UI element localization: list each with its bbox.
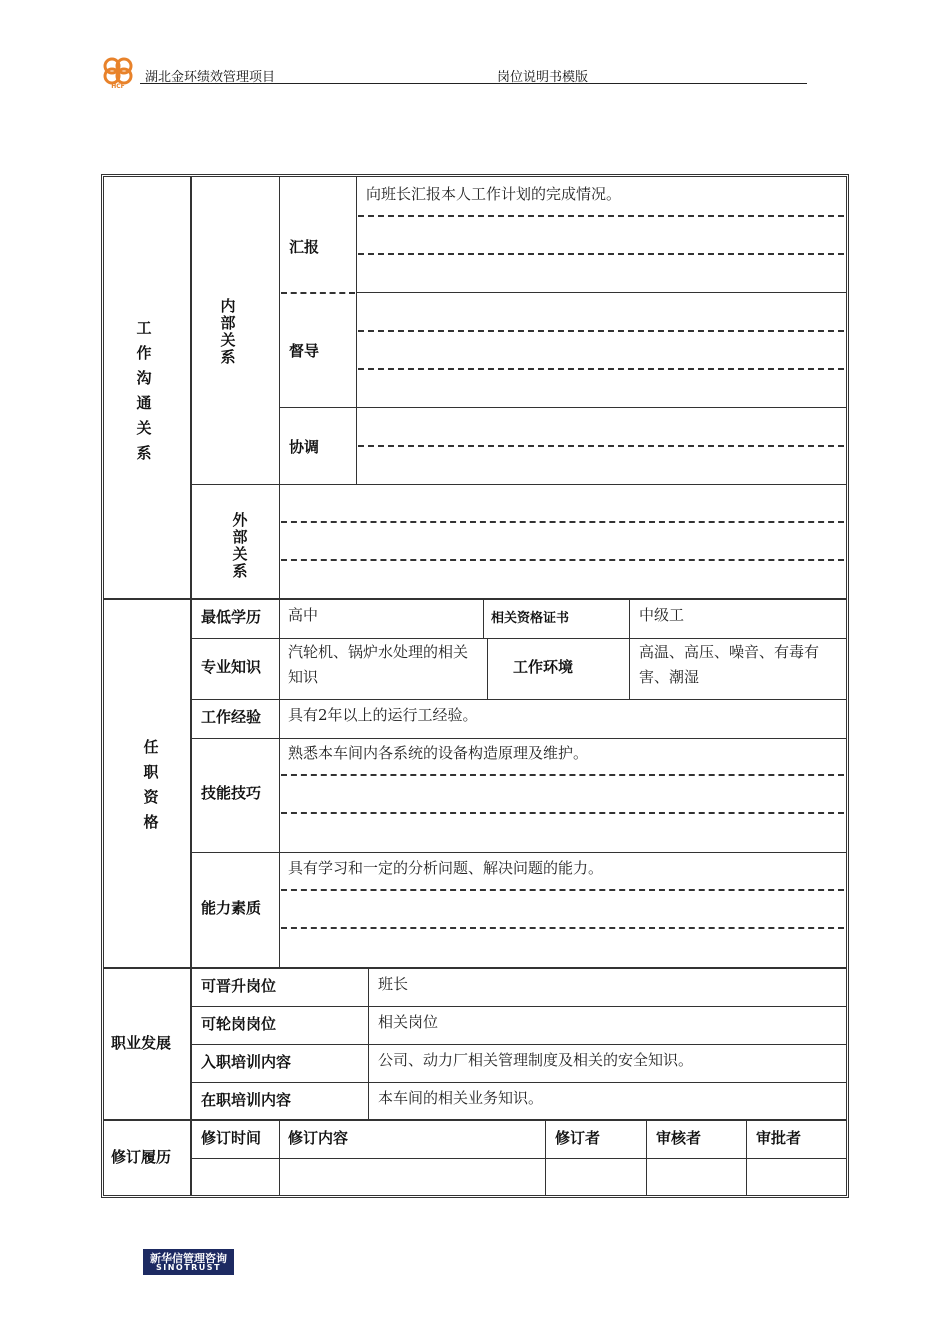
external-relations-label: 外 部 关 系 xyxy=(232,511,248,580)
coordinate-label: 协调 xyxy=(289,438,320,456)
dash-line xyxy=(281,812,844,814)
divider xyxy=(191,699,846,700)
header-project: 湖北金环绩效管理项目 xyxy=(145,70,276,85)
col-checker: 审核者 xyxy=(656,1129,702,1147)
environment-value: 高温、高压、噪音、有毒有害、潮湿 xyxy=(639,643,820,686)
col-divider-left xyxy=(190,177,192,1195)
rotate-label: 可轮岗岗位 xyxy=(201,1015,277,1033)
dash-line xyxy=(358,253,844,255)
education-value: 高中 xyxy=(288,606,319,624)
divider xyxy=(191,1006,846,1007)
divider xyxy=(279,177,280,598)
divider xyxy=(279,600,280,967)
section-label-communication: 工 作 沟 通 关 系 xyxy=(136,319,152,462)
col-approver: 审批者 xyxy=(756,1129,802,1147)
ability-label: 能力素质 xyxy=(201,899,262,917)
section-divider-2 xyxy=(104,967,846,969)
skills-label: 技能技巧 xyxy=(201,784,262,802)
divider xyxy=(191,1082,846,1083)
report-label: 汇报 xyxy=(289,238,320,256)
divider xyxy=(487,638,488,699)
divider xyxy=(356,177,357,485)
knowledge-value: 汽轮机、锅炉水处理的相关知识 xyxy=(288,643,469,686)
dash-line xyxy=(358,368,844,370)
dash-line xyxy=(281,774,844,776)
divider xyxy=(191,852,846,853)
section-divider-3 xyxy=(104,1119,846,1121)
col-reviser: 修订者 xyxy=(555,1129,601,1147)
section-label-revision: 修订履历 xyxy=(111,1148,172,1166)
dash-line xyxy=(358,445,844,447)
induction-label: 入职培训内容 xyxy=(201,1053,292,1071)
dash-line xyxy=(358,330,844,332)
onjob-value: 本车间的相关业务知识。 xyxy=(378,1089,544,1107)
dash-line xyxy=(281,559,844,561)
dash-line xyxy=(281,927,844,929)
experience-label: 工作经验 xyxy=(201,708,262,726)
divider xyxy=(191,1044,846,1045)
divider xyxy=(191,484,846,485)
divider xyxy=(191,638,846,639)
section-divider-1 xyxy=(104,598,846,600)
onjob-label: 在职培训内容 xyxy=(201,1091,292,1109)
internal-relations-label: 内 部 关 系 xyxy=(220,297,236,366)
sinotrust-logo xyxy=(143,1249,234,1275)
report-text: 向班长汇报本人工作计划的完成情况。 xyxy=(366,185,622,203)
rotate-value: 相关岗位 xyxy=(378,1013,439,1031)
header-doc-title: 岗位说明书模版 xyxy=(497,70,589,85)
cert-value: 中级工 xyxy=(639,606,685,624)
promote-label: 可晋升岗位 xyxy=(201,977,277,995)
divider xyxy=(356,292,846,293)
divider xyxy=(483,600,484,638)
footer-logo-cn: 新华信管理咨询 xyxy=(150,1252,227,1265)
education-label: 最低学历 xyxy=(201,608,262,626)
footer-logo-en: SINOTRUST xyxy=(155,1263,222,1272)
induction-value: 公司、动力厂相关管理制度及相关的安全知识。 xyxy=(378,1051,694,1069)
section-label-qualification: 任 职 资 格 xyxy=(143,738,159,831)
col-revision-time: 修订时间 xyxy=(201,1129,262,1147)
divider xyxy=(629,600,630,699)
divider xyxy=(279,407,846,408)
divider xyxy=(191,1158,846,1159)
dash-line xyxy=(281,889,844,891)
divider xyxy=(281,292,355,294)
dash-line xyxy=(358,215,844,217)
supervise-label: 督导 xyxy=(289,342,320,360)
ability-value: 具有学习和一定的分析问题、解决问题的能力。 xyxy=(288,859,604,877)
divider xyxy=(191,738,846,739)
environment-label: 工作环境 xyxy=(513,658,574,676)
knowledge-label: 专业知识 xyxy=(201,658,262,676)
col-revision-content: 修订内容 xyxy=(288,1129,349,1147)
section-label-career: 职业发展 xyxy=(111,1034,172,1052)
company-logo xyxy=(100,55,136,89)
experience-value: 具有2年以上的运行工经验。 xyxy=(288,706,478,724)
skills-value: 熟悉本车间内各系统的设备构造原理及维护。 xyxy=(288,744,589,762)
header-rule xyxy=(140,83,807,84)
cert-label: 相关资格证书 xyxy=(491,611,570,626)
svg-text:HCF: HCF xyxy=(111,83,125,89)
dash-line xyxy=(281,521,844,523)
promote-value: 班长 xyxy=(378,975,409,993)
